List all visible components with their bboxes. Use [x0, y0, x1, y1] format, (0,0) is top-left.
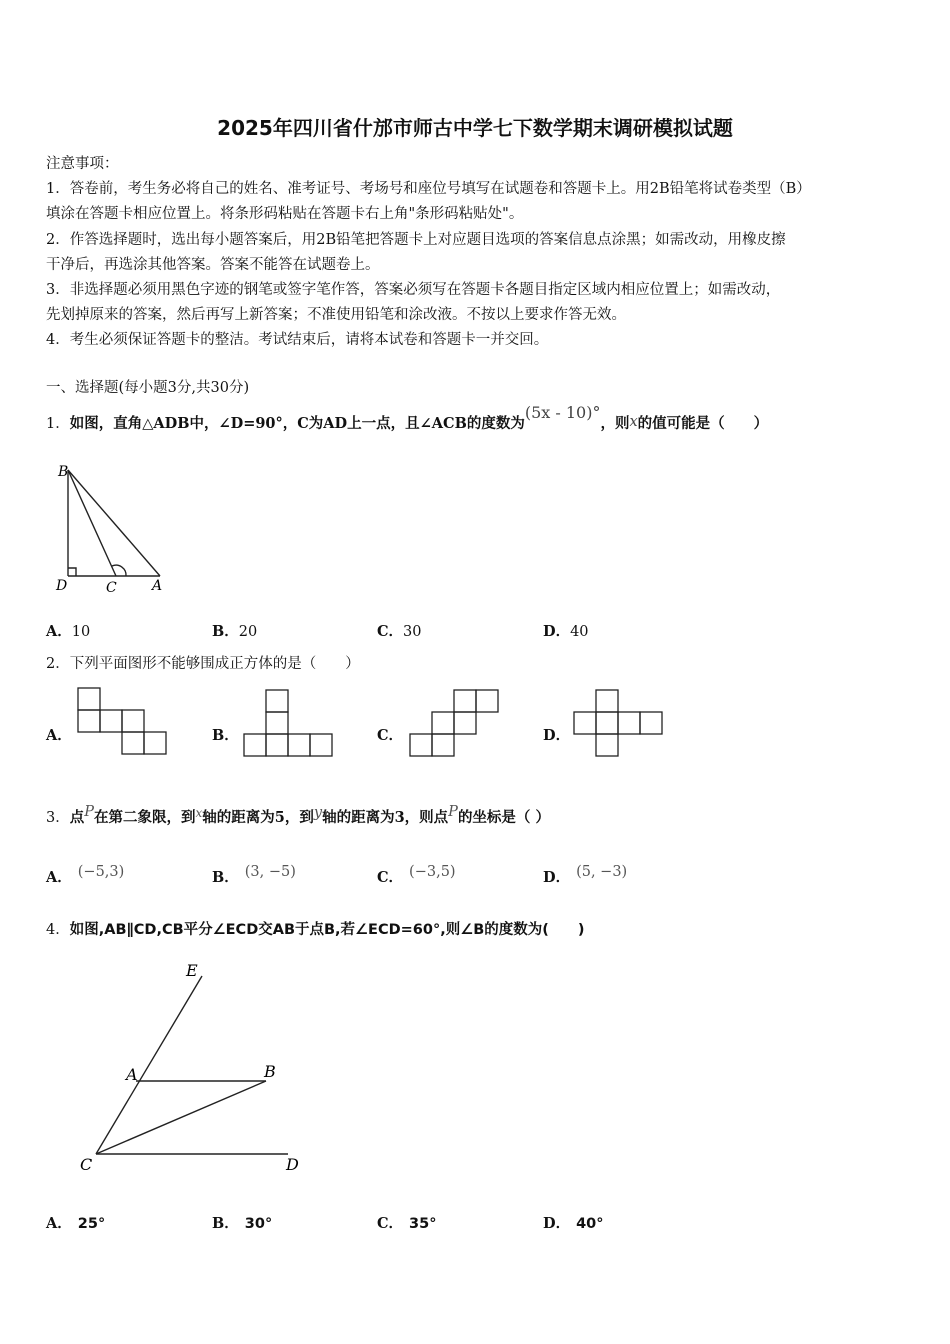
option-a[interactable]: [46, 866, 124, 887]
question-text: 下列平面图形不能够围成正方体的是（ ）: [69, 656, 360, 672]
option-a[interactable]: [46, 1212, 105, 1233]
option-label: D．: [543, 869, 571, 886]
option-d[interactable]: [543, 1212, 604, 1233]
exam-title: 2025年四川省什邡市师古中学七下数学期末调研模拟试题: [217, 116, 733, 140]
question-text: 的坐标是（ ）: [457, 809, 550, 826]
option-value: 30: [403, 624, 422, 640]
question-4: [46, 918, 585, 939]
label-d: D: [56, 578, 68, 594]
option-b[interactable]: [212, 620, 257, 641]
question-2: [46, 652, 360, 673]
option-value: (−5,3): [77, 864, 125, 880]
label-d: D: [286, 1155, 299, 1174]
variable-x: x: [629, 414, 638, 430]
question-text: 在第二象限，到: [94, 809, 196, 826]
option-d[interactable]: [543, 866, 627, 887]
notice-block: [46, 152, 916, 354]
question-number: 1．: [46, 416, 70, 432]
option-a[interactable]: [46, 724, 72, 745]
option-label: D．: [543, 1215, 571, 1232]
label-b: B: [264, 1062, 276, 1081]
option-label: C．: [377, 1215, 404, 1232]
label-b: B: [58, 464, 69, 480]
question-text: 轴的距离为5，到: [202, 809, 314, 826]
point-p: P: [84, 804, 94, 820]
question-number: 4．: [46, 922, 70, 938]
option-a[interactable]: [46, 620, 90, 641]
notice-line: 4．考生必须保证答题卡的整洁。考试结束后，请将本试卷和答题卡一并交回。: [46, 332, 549, 349]
option-value: (5, −3): [576, 864, 628, 880]
label-c: C: [80, 1155, 93, 1174]
cube-net-d: [572, 688, 672, 762]
notice-line: 填涂在答题卡相应位置上。将条形码粘贴在答题卡右上角"条形码粘贴处"。: [46, 206, 524, 223]
question-text: 如图，直角△ADB中，∠D=90°，C为AD上一点，且∠ACB的度数为: [69, 415, 525, 432]
section-heading: 一、选择题(每小题3分,共30分): [46, 380, 250, 396]
option-value: 35°: [409, 1216, 437, 1232]
cube-net-a: [74, 686, 174, 760]
option-b[interactable]: [212, 866, 296, 887]
option-label: C．: [377, 623, 404, 640]
option-value: 20: [238, 624, 258, 640]
question-number: 2．: [46, 656, 70, 672]
label-a: A: [152, 578, 163, 594]
cube-net-b: [240, 686, 340, 760]
label-a: A: [126, 1065, 138, 1084]
option-c[interactable]: [377, 866, 456, 887]
option-label: B．: [212, 1215, 239, 1232]
option-value: 40°: [576, 1216, 604, 1232]
question-text: 点: [69, 809, 85, 826]
notice-line: 2．作答选择题时，选出每小题答案后，用2B铅笔把答题卡上对应题目选项的答案信息点涂黑；如需改动，用橡皮擦: [46, 231, 786, 248]
notice-line: 先划掉原来的答案，然后再写上新答案；不准使用铅笔和涂改液。不按以上要求作答无效。: [46, 307, 626, 324]
cube-net-c: [406, 686, 506, 760]
notice-line: 干净后，再选涂其他答案。答案不能答在试题卷上。: [46, 256, 380, 273]
label-e: E: [186, 961, 198, 980]
option-label: B．: [212, 623, 239, 640]
option-value: 10: [71, 624, 91, 640]
option-value: 40: [570, 624, 589, 640]
question-text: ，则: [600, 415, 630, 432]
option-c[interactable]: [377, 620, 422, 641]
question-text: 如图,AB∥CD,CB平分∠ECD交AB于点B,若∠ECD=60°,则∠B的度数为( ): [69, 922, 585, 938]
question-text: 轴的距离为3，则点: [322, 809, 449, 826]
right-angle-mark: [68, 568, 76, 576]
axis-y: y: [313, 805, 323, 821]
axis-x: x: [195, 806, 203, 820]
label-c: C: [106, 580, 117, 596]
option-value: (−3,5): [409, 864, 456, 880]
option-c[interactable]: [377, 724, 403, 745]
option-value: 25°: [77, 1216, 106, 1232]
triangle-adb-figure: [50, 458, 180, 598]
parallel-lines-figure: [70, 956, 320, 1186]
segment-ba: [68, 470, 160, 576]
option-label: B．: [212, 727, 239, 744]
option-label: D．: [543, 727, 571, 744]
option-b[interactable]: [212, 724, 239, 745]
option-c[interactable]: [377, 1212, 436, 1233]
option-value: 30°: [244, 1216, 273, 1232]
question-1: [46, 403, 769, 433]
angle-expression: (5x - 10)°: [524, 403, 601, 422]
option-d[interactable]: [543, 620, 589, 641]
notice-line: 1．答卷前，考生务必将自己的姓名、准考证号、考场号和座位号填写在试题卷和答题卡上。用2B铅笔将试卷类型（B）: [46, 181, 811, 198]
option-label: A．: [46, 1215, 72, 1232]
option-d[interactable]: [543, 724, 570, 745]
segment-cb: [96, 1081, 266, 1154]
notice-line: 3．非选择题必须用黑色字迹的钢笔或签字笔作答，答案必须写在答题卡各题目指定区域内相应位置上；如需改动，: [46, 282, 781, 299]
option-value: (3, −5): [244, 864, 296, 880]
point-p: P: [448, 804, 458, 820]
option-label: A．: [46, 727, 72, 744]
option-label: C．: [377, 869, 404, 886]
option-label: A．: [46, 623, 72, 640]
option-b[interactable]: [212, 1212, 272, 1233]
ray-ce: [96, 976, 202, 1154]
option-label: D．: [543, 623, 571, 640]
question-text: 的值可能是（ ）: [637, 415, 769, 432]
segment-bc: [68, 470, 116, 576]
question-3: [46, 806, 550, 827]
option-label: A．: [46, 869, 72, 886]
notice-heading: 注意事项：: [46, 156, 119, 172]
option-label: B．: [212, 869, 239, 886]
question-number: 3．: [46, 810, 70, 826]
option-label: C．: [377, 727, 404, 744]
